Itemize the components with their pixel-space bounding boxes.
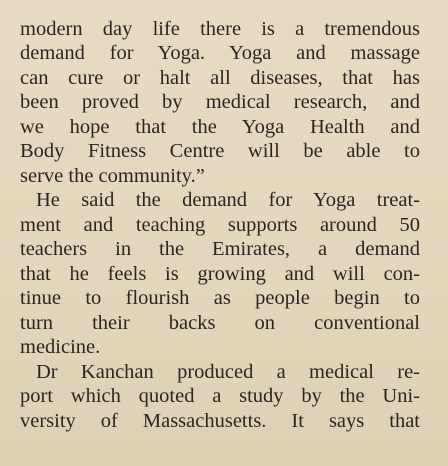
text-line: serve the community.” (20, 164, 205, 187)
text-line: that he feels is growing and will con- (20, 262, 420, 285)
text-line: port which quoted a study by the Uni- (20, 385, 420, 407)
text-line: turn their backs on conventional (20, 311, 420, 334)
text-line: Body Fitness Centre will be able to (20, 140, 420, 162)
text-line: demand for Yoga. Yoga and massage (20, 42, 420, 64)
article-paragraph (20, 0, 420, 188)
text-line: Dr Kanchan produced a medical re- (36, 360, 420, 383)
text-line: tinue to flourish as people begin to (20, 287, 420, 309)
text-line: versity of Massachusetts. It says that (20, 409, 420, 432)
text-line: medicine. (20, 336, 101, 358)
article-paragraph (20, 188, 420, 360)
article-paragraph (20, 360, 420, 434)
text-line: been proved by medical research, and (20, 91, 420, 113)
article-column (20, 0, 420, 433)
text-line: ment and teaching supports around 50 (20, 213, 420, 236)
text-line: He said the demand for Yoga treat- (36, 189, 420, 211)
text-line: teachers in the Emirates, a demand (20, 238, 420, 260)
text-line: modern day life there is a tremendous (20, 17, 420, 40)
text-line: can cure or halt all diseases, that has (20, 66, 420, 89)
text-line: we hope that the Yoga Health and (20, 115, 420, 138)
